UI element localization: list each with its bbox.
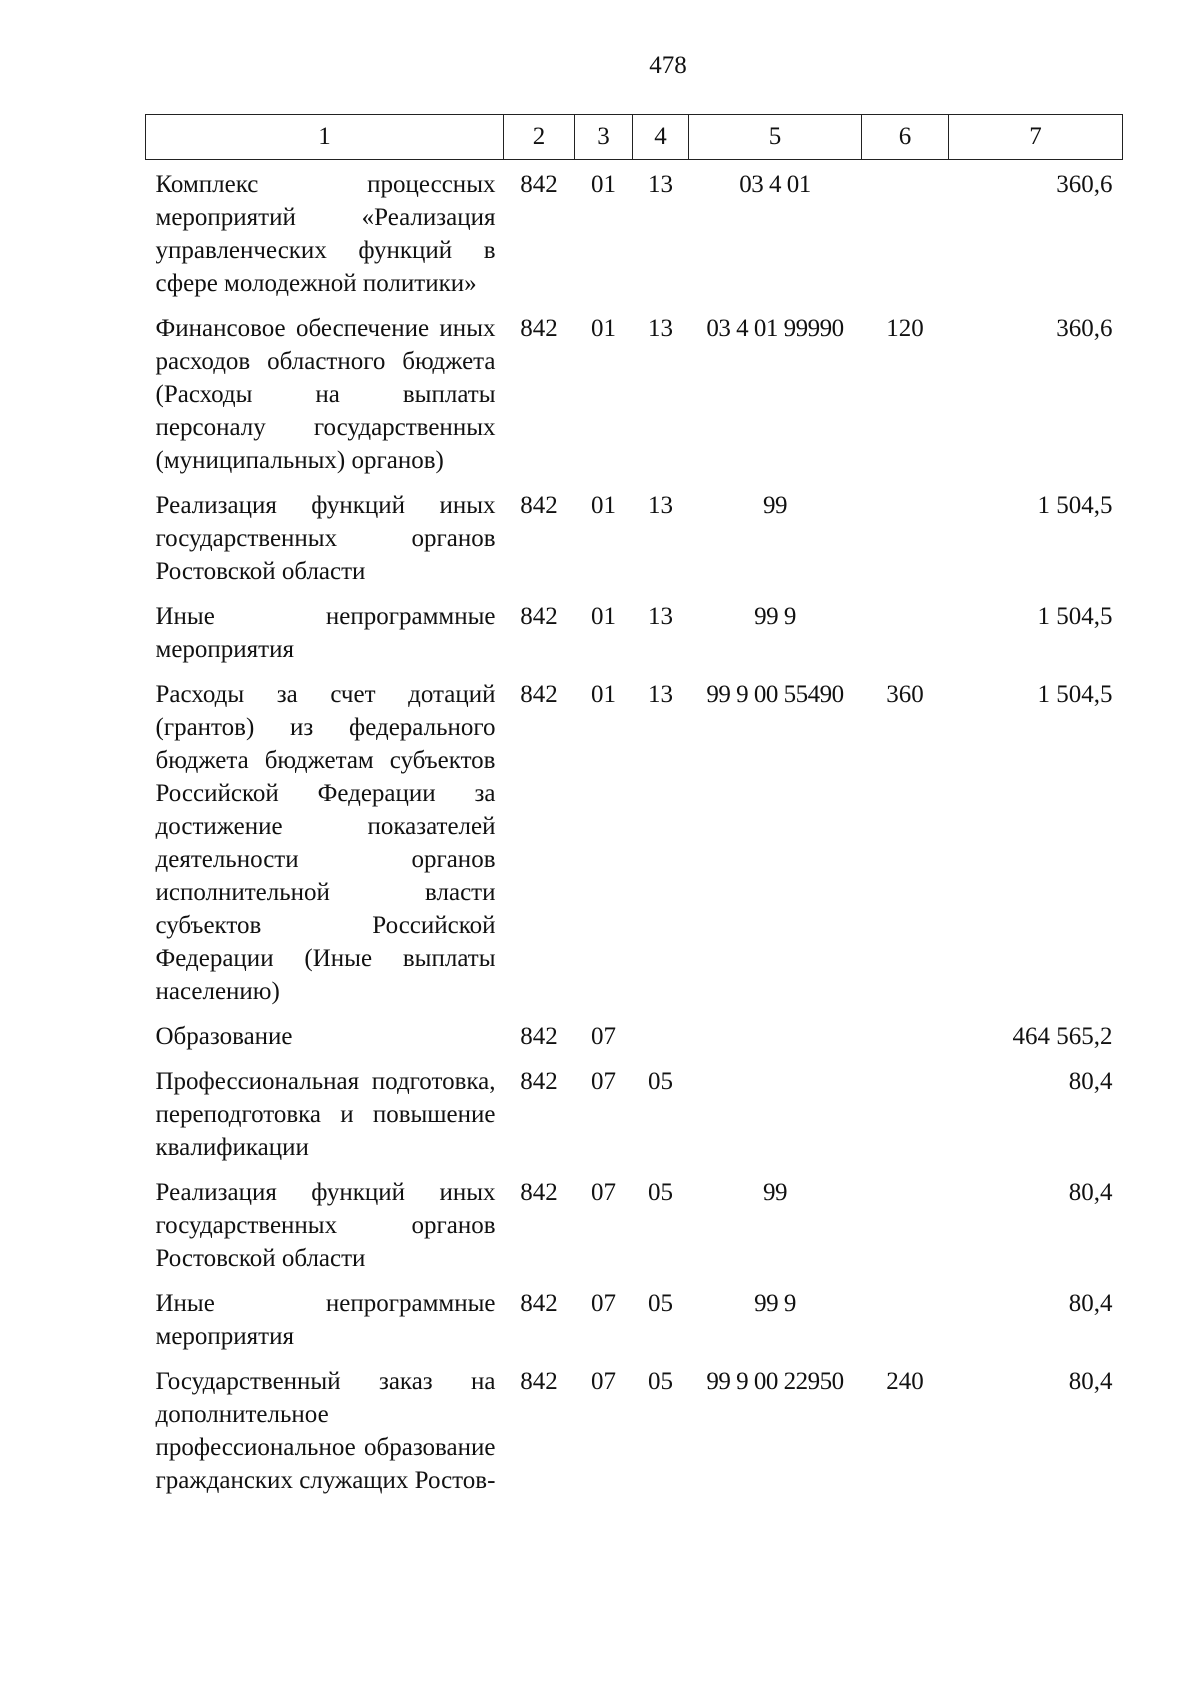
cell-amount: 1 504,5 (1037, 492, 1113, 519)
cell-subsection: 05 (648, 1179, 673, 1206)
column-header-5: 5 (689, 115, 862, 160)
cell-expense-type: 120 (886, 315, 924, 342)
cell-subsection (633, 1020, 689, 1065)
cell-expense-type: 360 (886, 681, 924, 708)
cell-name: Финансовое обеспечение иных расходов областного бюджета (Расходы на выплаты персоналу государственных (муниципальных) органов) (155, 315, 496, 474)
cell-expense-type (862, 600, 949, 678)
cell-amount: 80,4 (1068, 1068, 1113, 1095)
cell-expense-type (862, 1176, 949, 1287)
cell-target-article: 99 9 (754, 1290, 796, 1317)
cell-section: 01 (591, 315, 616, 342)
cell-ministry-code: 842 (520, 681, 558, 708)
table-row (146, 312, 1123, 489)
cell-ministry-code: 842 (520, 171, 558, 198)
cell-ministry-code: 842 (520, 1179, 558, 1206)
cell-ministry-code: 842 (520, 1290, 558, 1317)
cell-ministry-code: 842 (520, 492, 558, 519)
cell-expense-type (862, 1065, 949, 1176)
cell-section: 01 (591, 171, 616, 198)
table-row (146, 489, 1123, 600)
cell-amount: 360,6 (1056, 315, 1113, 342)
column-header-3: 3 (575, 115, 633, 160)
cell-expense-type: 240 (886, 1368, 924, 1395)
cell-target-article: 99 9 00 22950 (706, 1368, 844, 1395)
cell-section: 01 (591, 681, 616, 708)
cell-ministry-code: 842 (520, 603, 558, 630)
cell-section: 07 (591, 1023, 616, 1050)
cell-target-article: 03 4 01 99990 (706, 315, 844, 342)
budget-table-container (145, 114, 1122, 1509)
cell-subsection: 13 (648, 603, 673, 630)
cell-ministry-code: 842 (520, 1023, 558, 1050)
table-header-row (146, 115, 1123, 160)
cell-subsection: 13 (648, 315, 673, 342)
cell-name: Образование (155, 1023, 293, 1050)
cell-subsection: 05 (648, 1368, 673, 1395)
cell-subsection: 13 (648, 492, 673, 519)
cell-target-article: 99 (763, 492, 787, 519)
cell-subsection: 13 (648, 681, 673, 708)
cell-amount: 80,4 (1068, 1290, 1113, 1317)
cell-target-article (689, 1065, 862, 1176)
cell-target-article: 99 9 (754, 603, 796, 630)
table-row (146, 1287, 1123, 1365)
cell-name: Реализация функций иных государственных органов Ростовской области (155, 1179, 496, 1272)
cell-expense-type (862, 1020, 949, 1065)
cell-name: Реализация функций иных государственных органов Ростовской области (155, 492, 496, 585)
table-row (146, 600, 1123, 678)
column-header-4: 4 (633, 115, 689, 160)
cell-subsection: 05 (648, 1290, 673, 1317)
cell-ministry-code: 842 (520, 1068, 558, 1095)
cell-subsection: 05 (648, 1068, 673, 1095)
cell-name: Государственный заказ на дополнительное профессиональное образование гражданских служащих Ростов- (155, 1368, 496, 1494)
cell-expense-type (862, 160, 949, 313)
table-row (146, 678, 1123, 1020)
column-header-6: 6 (862, 115, 949, 160)
cell-expense-type (862, 489, 949, 600)
cell-target-article (689, 1020, 862, 1065)
page-number: 478 (649, 52, 687, 79)
cell-section: 01 (591, 603, 616, 630)
cell-name: Иные непрограммные мероприятия (155, 603, 496, 663)
budget-table (145, 114, 1123, 1509)
cell-amount: 80,4 (1068, 1368, 1113, 1395)
cell-ministry-code: 842 (520, 315, 558, 342)
cell-section: 07 (591, 1368, 616, 1395)
column-header-1: 1 (146, 115, 504, 160)
table-row (146, 160, 1123, 313)
table-row (146, 1365, 1123, 1509)
cell-target-article: 03 4 01 (739, 171, 811, 198)
cell-amount: 1 504,5 (1037, 681, 1113, 708)
column-header-2: 2 (504, 115, 575, 160)
cell-name: Расходы за счет дотаций (грантов) из федерального бюджета бюджетам субъектов Российской Федерации за достижение показателей деятельности органов исполнительной власти субъектов Российской Федерации (Иные выплаты населению) (155, 681, 496, 1005)
cell-ministry-code: 842 (520, 1368, 558, 1395)
cell-target-article: 99 (763, 1179, 787, 1206)
cell-amount: 464 565,2 (1012, 1023, 1113, 1050)
cell-amount: 80,4 (1068, 1179, 1113, 1206)
cell-name: Профессиональная подготовка, переподготовка и повышение квалификации (155, 1068, 496, 1161)
cell-name: Иные непрограммные мероприятия (155, 1290, 496, 1350)
cell-amount: 1 504,5 (1037, 603, 1113, 630)
cell-section: 07 (591, 1068, 616, 1095)
cell-section: 07 (591, 1179, 616, 1206)
cell-subsection: 13 (648, 171, 673, 198)
cell-amount: 360,6 (1056, 171, 1113, 198)
column-header-7: 7 (949, 115, 1123, 160)
cell-target-article: 99 9 00 55490 (706, 681, 844, 708)
cell-name: Комплекс процессных мероприятий «Реализация управленческих функций в сфере молодежной политики» (155, 171, 496, 297)
table-row (146, 1020, 1123, 1065)
cell-expense-type (862, 1287, 949, 1365)
cell-section: 07 (591, 1290, 616, 1317)
table-row (146, 1176, 1123, 1287)
table-row (146, 1065, 1123, 1176)
cell-section: 01 (591, 492, 616, 519)
